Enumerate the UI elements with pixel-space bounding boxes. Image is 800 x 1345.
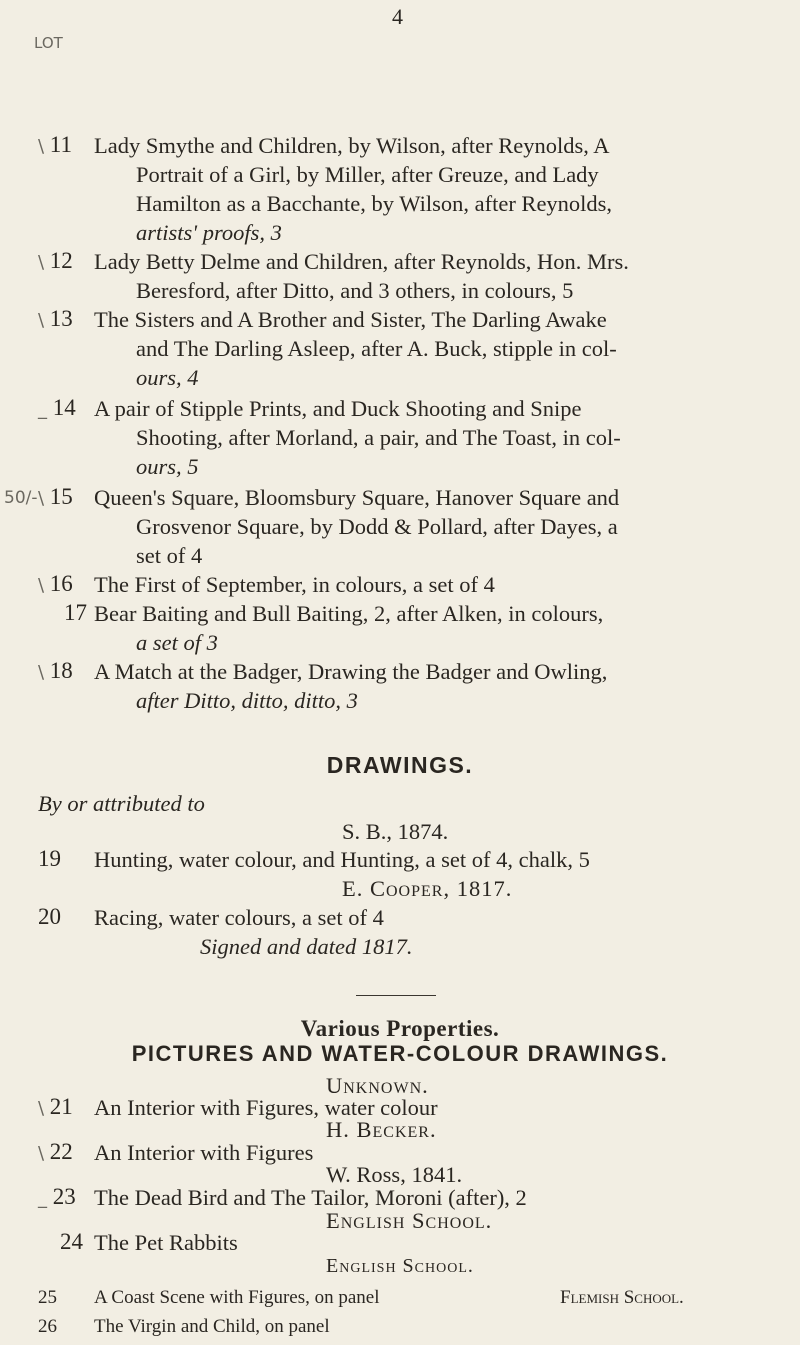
lot-description: The Pet Rabbits (94, 1230, 238, 1256)
section-subheading-pictures: PICTURES AND WATER-COLOUR DRAWINGS. (131, 1040, 669, 1066)
lot-description: A Match at the Badger, Drawing the Badger and Owling, (94, 659, 608, 684)
lot-description: The Virgin and Child, on panel (94, 1316, 330, 1337)
artist-name: W. Ross, 1841. (326, 1162, 463, 1188)
lot-description: Queen's Square, Bloomsbury Square, Hanover Square and (94, 485, 620, 510)
lot-number: 17 (64, 600, 87, 625)
artist-name: Flemish School. (560, 1287, 684, 1308)
lot-number: \ 12 (38, 248, 73, 273)
lot-number: \ 15 (38, 484, 73, 509)
lot-description: An Interior with Figures, water colour (94, 1094, 438, 1120)
lot-number: _ 23 (38, 1184, 76, 1210)
divider (356, 995, 436, 996)
lot-description: Hunting, water colour, and Hunting, a set of 4, chalk, 5 (94, 847, 590, 872)
lot-header-annotation: LOT (34, 34, 63, 52)
lot-number: 24 (60, 1229, 83, 1255)
artist-name: English School. (326, 1254, 474, 1277)
lot-description: Lady Smythe and Children, by Wilson, after Reynolds, A (94, 133, 610, 158)
lot-number: \ 16 (38, 571, 73, 596)
lot-description: An Interior with Figures (94, 1139, 314, 1165)
lot-number: 20 (38, 904, 61, 929)
lot-description: A pair of Stipple Prints, and Duck Shooting and Snipe (94, 396, 582, 421)
attribution-unknown: Unknown. (326, 1072, 429, 1098)
lot-description: set of 4 (136, 543, 203, 568)
margin-note-annotation: 50/- (4, 488, 38, 508)
artist-name: E. Cooper, 1817. (342, 876, 513, 901)
lot-description: ours, 4 (136, 365, 199, 390)
lot-description: The Dead Bird and The Tailor, Moroni (after), 2 (94, 1185, 527, 1211)
lot-number: \ 13 (38, 306, 73, 331)
page-number: 4 (392, 4, 403, 29)
lot-description: Bear Baiting and Bull Baiting, 2, after Alken, in colours, (94, 601, 604, 626)
lot-description: ours, 5 (136, 454, 199, 479)
lot-number: \ 11 (38, 132, 72, 157)
lot-description: Lady Betty Delme and Children, after Reynolds, Hon. Mrs. (94, 249, 629, 274)
lot-description: Beresford, after Ditto, and 3 others, in colours, 5 (136, 278, 574, 303)
lot-number: 19 (38, 846, 61, 871)
lot-description: and The Darling Asleep, after A. Buck, stipple in col- (136, 336, 617, 361)
lot-description: A Coast Scene with Figures, on panel (94, 1287, 380, 1308)
lot-number: _ 14 (38, 395, 76, 420)
lot-number: \ 21 (38, 1093, 73, 1119)
lot-number: 25 (38, 1287, 57, 1308)
artist-name: S. B., 1874. (342, 819, 449, 844)
lot-description: Hamilton as a Bacchante, by Wilson, after Reynolds, (136, 191, 613, 216)
section-heading-drawings: DRAWINGS. (326, 752, 474, 778)
lot-description: Grosvenor Square, by Dodd & Pollard, after Dayes, a (136, 514, 618, 539)
lot-description: after Ditto, ditto, ditto, 3 (136, 688, 358, 713)
drawings-subheading: By or attributed to (38, 791, 205, 816)
lot-number: 26 (38, 1316, 57, 1337)
lot-description: The Sisters and A Brother and Sister, The Darling Awake (94, 307, 607, 332)
artist-name: H. Becker. (326, 1117, 437, 1143)
lot-description: Racing, water colours, a set of 4 (94, 905, 384, 930)
lot-number: \ 18 (38, 658, 73, 683)
lot-description: Portrait of a Girl, by Miller, after Greuze, and Lady (136, 162, 599, 187)
lot-description: The First of September, in colours, a set of 4 (94, 572, 495, 597)
lot-description: artists' proofs, 3 (136, 220, 282, 245)
lot-description: Shooting, after Morland, a pair, and The Toast, in col- (136, 425, 621, 450)
lot-number: \ 22 (38, 1138, 73, 1164)
lot-note: Signed and dated 1817. (200, 934, 413, 959)
artist-name: English School. (326, 1207, 493, 1233)
section-heading-various: Various Properties. (300, 1015, 500, 1041)
lot-description: a set of 3 (136, 630, 218, 655)
